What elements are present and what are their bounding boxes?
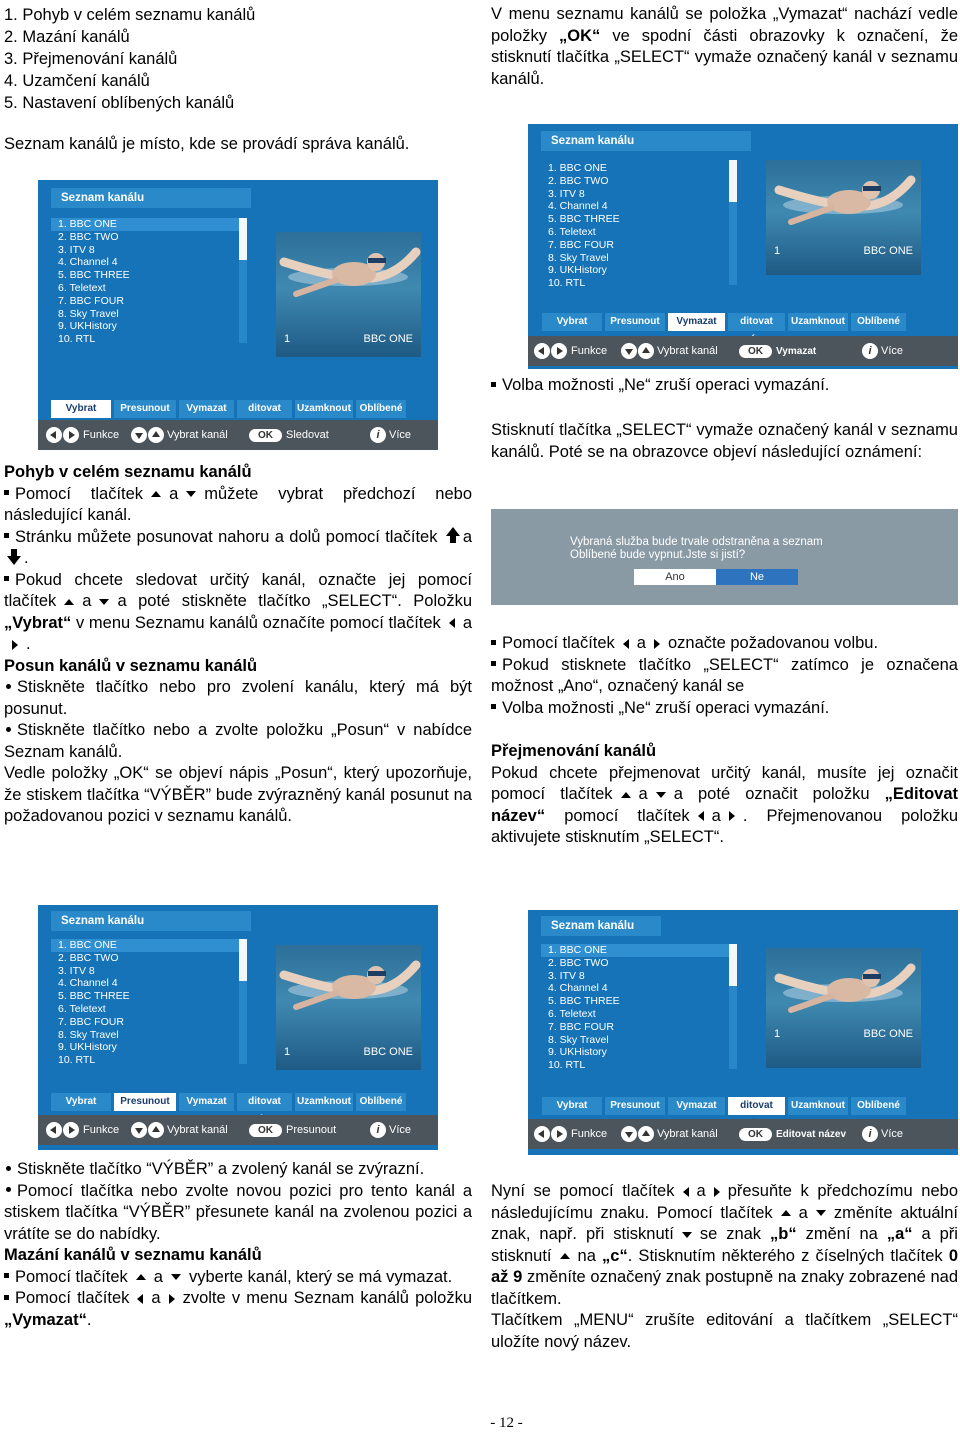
- select-channel-label: Vybrat kanál: [657, 1128, 718, 1140]
- right-triangle-icon: [654, 639, 660, 649]
- menu-favourite[interactable]: Oblíbené: [356, 400, 406, 418]
- intro-text: Seznam kanálů je místo, kde se provádí správa kanálů.: [4, 135, 410, 153]
- paragraph: Pomocí tlačítka nebo zvolte novou pozici pro tento kanál a stiskem tlačítka “VÝBĚR” přesunete kanál na zvolenou pozici a vrátíte se do nabídky.: [4, 1181, 472, 1243]
- toc-item: 2. Mazání kanálů: [4, 28, 130, 46]
- left-triangle-icon: [698, 811, 704, 821]
- function-label: Funkce: [83, 429, 120, 441]
- dialog-line: Vybraná služba bude trvale odstraněna a seznam: [570, 536, 823, 548]
- heading-delete: Mazání kanálů v seznamu kanálů: [4, 1246, 262, 1264]
- table-of-contents: [4, 4, 474, 114]
- menu-select[interactable]: Vybrat: [542, 313, 602, 331]
- channel-item[interactable]: 9. UKHistory: [548, 264, 607, 277]
- paragraph: V menu seznamu kanálů se položka „Vymazat“ nachází vedle položky „OK“ ve spodní části obrazovky k označení, že stisknutí tlačítka „SELECT“ vymaže označený kanál v seznamu kanálů.: [491, 5, 958, 88]
- channel-item[interactable]: 2. BBC TWO: [58, 230, 119, 243]
- channel-item[interactable]: 8. Sky Travel: [548, 251, 609, 264]
- channel-item[interactable]: 2. BBC TWO: [548, 956, 609, 969]
- paragraph: Pomocí tlačítek a označte požadovanou volbu.: [491, 633, 958, 655]
- left-triangle-icon: [449, 618, 455, 628]
- menu-select[interactable]: Vybrat: [51, 400, 111, 418]
- info-icon: i: [370, 427, 386, 443]
- paragraph: Nyní se pomocí tlačítek a přesuňte k předchozímu nebo následujícímu znaku. Pomocí tlačítek a změníte aktuální znak, např. při stisknutí se znak „b“ změní na „a“ a při stisknutí na „c“. Stisknutím některého z číselných tlačítek 0 až 9 změníte označený znak postupně na znaky zobrazené nad tlačítkem.: [491, 1182, 959, 1308]
- ok-button-icon: OK: [739, 1128, 772, 1141]
- toc-item: 3. Přejmenování kanálů: [4, 50, 178, 68]
- down-triangle-icon: [816, 1210, 826, 1216]
- scrollbar[interactable]: [729, 160, 737, 285]
- channel-list: [541, 162, 741, 290]
- left-triangle-icon: [683, 1187, 689, 1197]
- preview-caption: [284, 1046, 413, 1058]
- scrollbar[interactable]: [239, 939, 247, 1064]
- select-channel-label: Vybrat kanál: [657, 345, 718, 357]
- preview-caption: [284, 333, 413, 345]
- preview-image: [276, 232, 421, 357]
- down-arrow-icon: [621, 1126, 637, 1142]
- down-triangle-icon: [682, 1232, 692, 1238]
- channel-menu: [542, 313, 948, 331]
- function-label: Funkce: [571, 345, 608, 357]
- channel-item[interactable]: 7. BBC FOUR: [58, 1015, 124, 1028]
- tv-screen-2: [528, 124, 958, 369]
- section-delete-options: [491, 633, 958, 719]
- ok-action-label: Editovat název: [776, 1128, 847, 1140]
- channel-list: [541, 944, 741, 1072]
- toc-item: 4. Uzamčení kanálů: [4, 72, 150, 90]
- down-arrow-icon: [621, 343, 637, 359]
- swimmer-image: [766, 160, 921, 275]
- ok-button-icon: OK: [249, 429, 282, 442]
- channel-item[interactable]: 8. Sky Travel: [58, 307, 119, 320]
- channel-item[interactable]: 4. Channel 4: [548, 982, 608, 995]
- toc-item: 1. Pohyb v celém seznamu kanálů: [4, 6, 256, 24]
- menu-lock[interactable]: Uzamknout: [788, 313, 848, 331]
- menu-delete[interactable]: Vymazat: [179, 400, 234, 418]
- down-triangle-icon: [186, 491, 196, 497]
- paragraph: Pokud chcete přejmenovat určitý kanál, musíte jej označit pomocí tlačítek a a poté označit položku „Editovat název“ pomocí tlačítek a . Přejmenovanou položku aktivujete stisknutím „SELECT“.: [491, 763, 958, 846]
- left-arrow-icon: [534, 1126, 550, 1142]
- down-triangle-icon: [99, 599, 109, 605]
- preview-channel-number: 1: [284, 333, 291, 345]
- channel-item[interactable]: 7. BBC FOUR: [548, 1020, 614, 1033]
- section-rename: [491, 741, 958, 849]
- paragraph: Pomocí tlačítek a vyberte kanál, který se má vymazat.: [4, 1267, 472, 1289]
- yes-button[interactable]: Ano: [634, 569, 716, 585]
- channel-item[interactable]: 9. UKHistory: [58, 1041, 117, 1054]
- channel-item[interactable]: 4. Channel 4: [58, 977, 118, 990]
- channel-item[interactable]: 10. RTL: [548, 1059, 586, 1072]
- channel-item[interactable]: 10. RTL: [548, 277, 586, 290]
- channel-item[interactable]: 6. Teletext: [548, 225, 596, 238]
- scrollbar[interactable]: [729, 944, 737, 1069]
- menu-rename[interactable]: ditovat: [728, 1097, 785, 1115]
- menu-delete[interactable]: Vymazat: [668, 313, 725, 331]
- page-up-icon: [446, 527, 460, 543]
- info-icon: i: [370, 1122, 386, 1138]
- more-label: Více: [881, 1128, 904, 1140]
- menu-move[interactable]: Presunout: [605, 313, 665, 331]
- right-triangle-icon: [12, 640, 18, 650]
- tv-status-bar-4: [528, 1119, 958, 1149]
- menu-delete[interactable]: Vymazat: [668, 1097, 725, 1115]
- channel-item[interactable]: 1. BBC ONE: [541, 944, 734, 957]
- channel-item[interactable]: 1. BBC ONE: [51, 218, 244, 231]
- up-arrow-icon: [638, 1126, 654, 1142]
- left-triangle-icon: [623, 639, 629, 649]
- channel-item[interactable]: 6. Teletext: [58, 281, 106, 294]
- more-label: Více: [389, 1124, 412, 1136]
- channel-item[interactable]: 5. BBC THREE: [58, 990, 130, 1003]
- menu-delete[interactable]: Vymazat: [179, 1093, 234, 1111]
- toc-item: 5. Nastavení oblíbených kanálů: [4, 94, 235, 112]
- channel-menu: [51, 1093, 424, 1111]
- channel-item[interactable]: 6. Teletext: [58, 1002, 106, 1015]
- menu-favourite[interactable]: Oblíbené: [851, 313, 906, 331]
- tv-title: Seznam kanálu: [51, 911, 251, 931]
- channel-item[interactable]: 10. RTL: [58, 333, 96, 346]
- channel-item[interactable]: 6. Teletext: [548, 1007, 596, 1020]
- section-delete-cancel: [491, 375, 958, 397]
- scrollbar[interactable]: [239, 218, 247, 343]
- channel-item[interactable]: 1. BBC ONE: [51, 939, 244, 952]
- channel-item[interactable]: 1. BBC ONE: [548, 162, 607, 174]
- right-arrow-icon: [551, 343, 567, 359]
- page-number: - 12 -: [490, 1415, 523, 1431]
- menu-favourite[interactable]: Oblíbené: [851, 1097, 906, 1115]
- tv-screen-3: [38, 905, 438, 1150]
- no-button[interactable]: Ne: [716, 569, 798, 585]
- right-arrow-icon: [551, 1126, 567, 1142]
- paragraph: Stiskněte tlačítko nebo pro zvolení kanálu, který má být posunut.: [4, 678, 472, 718]
- channel-item[interactable]: 8. Sky Travel: [58, 1028, 119, 1041]
- preview-channel-name: BBC ONE: [363, 1046, 413, 1058]
- left-triangle-icon: [137, 1294, 143, 1304]
- more-label: Více: [881, 345, 904, 357]
- menu-move[interactable]: Presunout: [114, 400, 176, 418]
- delete-confirm-dialog: [491, 509, 958, 605]
- up-triangle-icon: [560, 1253, 570, 1259]
- section-delete-confirm: [491, 420, 958, 463]
- ok-action-label: Presunout: [286, 1124, 337, 1136]
- dialog-message: [570, 536, 823, 562]
- menu-move[interactable]: Presunout: [114, 1093, 176, 1111]
- up-arrow-icon: [638, 343, 654, 359]
- up-triangle-icon: [136, 1274, 146, 1280]
- function-label: Funkce: [83, 1124, 120, 1136]
- channel-item[interactable]: 2. BBC TWO: [58, 951, 119, 964]
- section-delete: [4, 1159, 472, 1331]
- channel-item[interactable]: 3. ITV 8: [548, 187, 585, 200]
- right-arrow-icon: [63, 1122, 79, 1138]
- info-icon: i: [862, 1126, 878, 1142]
- menu-lock[interactable]: Uzamknout: [295, 400, 353, 418]
- channel-item[interactable]: 7. BBC FOUR: [548, 238, 614, 251]
- preview-image: [766, 948, 921, 1068]
- left-arrow-icon: [46, 1122, 62, 1138]
- channel-menu: [51, 400, 424, 418]
- menu-select[interactable]: Vybrat: [51, 1093, 111, 1111]
- tv-title: Seznam kanálu: [51, 188, 251, 208]
- channel-item[interactable]: 3. ITV 8: [58, 243, 95, 256]
- intro-paragraph: [4, 134, 470, 156]
- tv-title: Seznam kanálu: [541, 131, 751, 151]
- down-triangle-icon: [656, 792, 666, 798]
- left-arrow-icon: [46, 427, 62, 443]
- select-channel-label: Vybrat kanál: [167, 1124, 228, 1136]
- channel-list: [51, 218, 251, 346]
- up-arrow-icon: [148, 1122, 164, 1138]
- channel-item[interactable]: 3. ITV 8: [58, 964, 95, 977]
- right-triangle-icon: [169, 1294, 175, 1304]
- menu-rename[interactable]: ditovat: [237, 1093, 292, 1111]
- preview-caption: [774, 1028, 913, 1040]
- tv-title: Seznam kanálu: [541, 916, 661, 936]
- channel-item[interactable]: 4. Channel 4: [58, 256, 118, 269]
- channel-item[interactable]: 10. RTL: [58, 1054, 96, 1067]
- section-rename-edit: [491, 1181, 958, 1353]
- right-triangle-icon: [729, 811, 735, 821]
- ok-button-icon: OK: [739, 345, 772, 358]
- up-arrow-icon: [148, 427, 164, 443]
- menu-select[interactable]: Vybrat: [542, 1097, 602, 1115]
- swimmer-image: [766, 948, 921, 1068]
- dialog-line: Oblíbené bude vypnut.Jste si jistí?: [570, 549, 746, 561]
- down-arrow-icon: [131, 1122, 147, 1138]
- channel-item[interactable]: 5. BBC THREE: [548, 213, 620, 226]
- right-arrow-icon: [63, 427, 79, 443]
- up-triangle-icon: [151, 491, 161, 497]
- paragraph: Volba možnosti „Ne“ zruší operaci vymazání.: [491, 375, 958, 397]
- down-arrow-icon: [131, 427, 147, 443]
- ok-button-icon: OK: [249, 1124, 282, 1137]
- paragraph: Pomocí tlačítek a zvolte v menu Seznam kanálů položku „Vymazat“.: [4, 1289, 472, 1329]
- down-triangle-icon: [171, 1274, 181, 1280]
- heading-move: Pohyb v celém seznamu kanálů: [4, 463, 252, 481]
- paragraph: Pokud stisknete tlačítko „SELECT“ zatímco je označena možnost „Ano“, označený kanál se: [491, 655, 958, 695]
- channel-item[interactable]: 5. BBC THREE: [548, 995, 620, 1008]
- channel-item[interactable]: 8. Sky Travel: [548, 1033, 609, 1046]
- paragraph: Pomocí tlačítek a můžete vybrat předchozí nebo následující kanál.: [4, 484, 472, 524]
- preview-channel-name: BBC ONE: [863, 1028, 913, 1040]
- page-down-icon: [7, 549, 21, 565]
- paragraph: Stiskněte tlačítko nebo a zvolte položku „Posun“ v nabídce Seznam kanálů.: [4, 721, 472, 761]
- paragraph: Vedle položky „OK“ se objeví nápis „Posun“, který upozorňuje, že stiskem tlačítka “VÝBĚR” bude zvýrazněný kanál posunut na požadovanou pozici v seznamu kanálů.: [4, 764, 472, 825]
- channel-menu: [542, 1097, 948, 1115]
- right-triangle-icon: [714, 1187, 720, 1197]
- preview-image: [276, 945, 421, 1070]
- tv-status-bar-1: [38, 420, 438, 450]
- menu-rename[interactable]: ditovat: [237, 400, 292, 418]
- preview-channel-number: 1: [284, 1046, 291, 1058]
- paragraph: Pokud chcete sledovat určitý kanál, označte jej pomocí tlačítek a a poté stiskněte tlačítko „SELECT“. Položku „Vybrat“ v menu Seznamu kanálů označíte pomocí tlačítek a.: [4, 570, 472, 653]
- section-move: [4, 462, 472, 828]
- channel-item[interactable]: 7. BBC FOUR: [58, 294, 124, 307]
- channel-list: [51, 939, 251, 1067]
- menu-lock[interactable]: Uzamknout: [295, 1093, 353, 1111]
- select-channel-label: Vybrat kanál: [167, 429, 228, 441]
- channel-item[interactable]: 9. UKHistory: [548, 1046, 607, 1059]
- preview-caption: [774, 245, 913, 257]
- tv-screen-1: [38, 180, 438, 450]
- paragraph: Volba možnosti „Ne“ zruší operaci vymazání.: [491, 698, 958, 720]
- channel-item[interactable]: 2. BBC TWO: [548, 174, 609, 187]
- section-delete-intro: [491, 4, 958, 90]
- channel-item[interactable]: 4. Channel 4: [548, 200, 608, 213]
- menu-rename[interactable]: ditovat: [728, 313, 785, 331]
- menu-lock[interactable]: Uzamknout: [788, 1097, 848, 1115]
- channel-item[interactable]: 9. UKHistory: [58, 320, 117, 333]
- preview-channel-name: BBC ONE: [363, 333, 413, 345]
- channel-item[interactable]: 3. ITV 8: [548, 969, 585, 982]
- more-label: Více: [389, 429, 412, 441]
- left-arrow-icon: [534, 343, 550, 359]
- tv-status-bar-3: [38, 1115, 438, 1145]
- function-label: Funkce: [571, 1128, 608, 1140]
- info-icon: i: [862, 343, 878, 359]
- preview-channel-name: BBC ONE: [863, 245, 913, 257]
- up-triangle-icon: [781, 1210, 791, 1216]
- paragraph: Stisknutí tlačítka „SELECT“ vymaže označený kanál v seznamu kanálů. Poté se na obrazovce objeví následující oznámení:: [491, 421, 958, 461]
- heading-shift: Posun kanálů v seznamu kanálů: [4, 656, 258, 675]
- menu-move[interactable]: Presunout: [605, 1097, 665, 1115]
- up-triangle-icon: [64, 599, 74, 605]
- paragraph: Tlačítkem „MENU“ zrušíte editování a tlačítkem „SELECT“ uložíte nový název.: [491, 1311, 958, 1351]
- preview-channel-number: 1: [774, 1028, 781, 1040]
- heading-rename: Přejmenování kanálů: [491, 742, 657, 760]
- preview-channel-number: 1: [774, 245, 781, 257]
- ok-action-label: Sledovat: [286, 429, 329, 441]
- up-triangle-icon: [621, 792, 631, 798]
- channel-item[interactable]: 5. BBC THREE: [58, 269, 130, 282]
- ok-action-label: Vymazat: [776, 345, 817, 357]
- paragraph: Stiskněte tlačítko “VÝBĚR” a zvolený kanál se zvýrazní.: [4, 1159, 472, 1181]
- menu-favourite[interactable]: Oblíbené: [356, 1093, 406, 1111]
- preview-image: [766, 160, 921, 275]
- paragraph: Stránku můžete posunovat nahoru a dolů pomocí tlačítek a .: [4, 527, 472, 570]
- tv-status-bar-2: [528, 336, 958, 366]
